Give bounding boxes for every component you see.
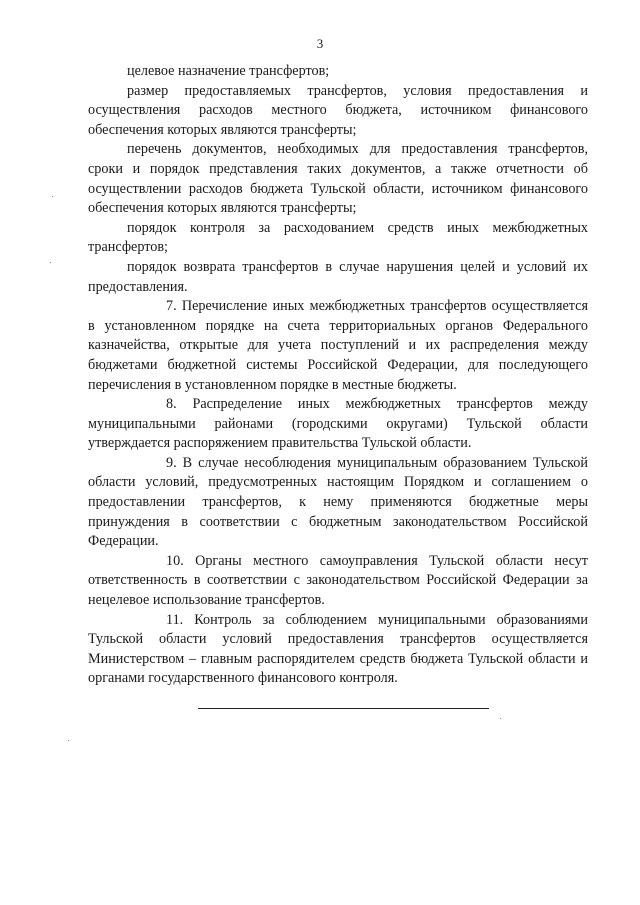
- paragraph-text: Перечисление иных межбюджетных трансфертов осуществляется в установленном порядке на счета территориальных органов Федерального казначейства, открытые для учета поступлений и их распределения между бюджетами бюджетной системы Российской Федерации, для последующего перечисления в установленном порядке в местные бюджеты.: [88, 298, 588, 393]
- paragraph-text: перечень документов, необходимых для предоставления трансфертов, сроки и порядок представления таких документов, а также отчетности об осуществлении расходов бюджета Тульской области, источником финансового обеспечения которых являются трансферты;: [88, 141, 588, 217]
- scan-speck: [50, 262, 51, 263]
- paragraph: [88, 219, 588, 258]
- numbered-paragraph: [88, 395, 588, 454]
- paragraph-text: размер предоставляемых трансфертов, условия предоставления и осуществления расходов местного бюджета, источником финансового обеспечения которых являются трансферты;: [88, 82, 588, 138]
- numbered-paragraph: [88, 611, 588, 689]
- paragraph: [88, 82, 588, 141]
- numbered-paragraph: [88, 454, 588, 552]
- numbered-paragraph: [88, 297, 588, 395]
- paragraph-text: Контроль за соблюдением муниципальными образованиями Тульской области условий предоставления трансфертов осуществляется Министерством – главным распорядителем средств бюджета Тульской области и органами государственного финансового контроля.: [88, 611, 588, 687]
- paragraph-text: целевое назначение трансфертов;: [127, 63, 330, 79]
- paragraph-text: порядок контроля за расходованием средств иных межбюджетных трансфертов;: [88, 219, 588, 256]
- paragraph: [88, 62, 588, 82]
- scan-speck: [500, 718, 501, 719]
- paragraph: [88, 140, 588, 218]
- paragraph: [88, 258, 588, 297]
- paragraph-number: 10.: [166, 552, 184, 569]
- scan-speck: [52, 196, 53, 197]
- closing-divider-line: [198, 708, 489, 709]
- paragraph-text: Органы местного самоуправления Тульской области несут ответственность в соответствии с законодательством Российской Федерации за нецелевое использование трансфертов.: [88, 552, 588, 609]
- paragraph-number: 8.: [166, 396, 177, 413]
- numbered-paragraph: [88, 552, 588, 611]
- paragraph-text: порядок возврата трансфертов в случае нарушения целей и условий их предоставления.: [88, 258, 588, 295]
- document-body: [88, 62, 588, 689]
- paragraph-number: 11.: [166, 611, 184, 628]
- paragraph-number: 9.: [166, 454, 177, 471]
- paragraph-text: В случае несоблюдения муниципальным образованием Тульской области условий, предусмотренных настоящим Порядком и соглашением о предоставлении трансфертов, к нему применяются бюджетные меры принуждения в соответствии с бюджетным законодательством Российской Федерации.: [88, 454, 588, 550]
- scan-speck: [68, 740, 69, 741]
- paragraph-text: Распределение иных межбюджетных трансфертов между муниципальными районами (городскими округами) Тульской области утверждается распоряжением правительства Тульской области.: [88, 396, 589, 452]
- paragraph-number: 7.: [166, 298, 177, 315]
- page-number: 3: [316, 36, 324, 51]
